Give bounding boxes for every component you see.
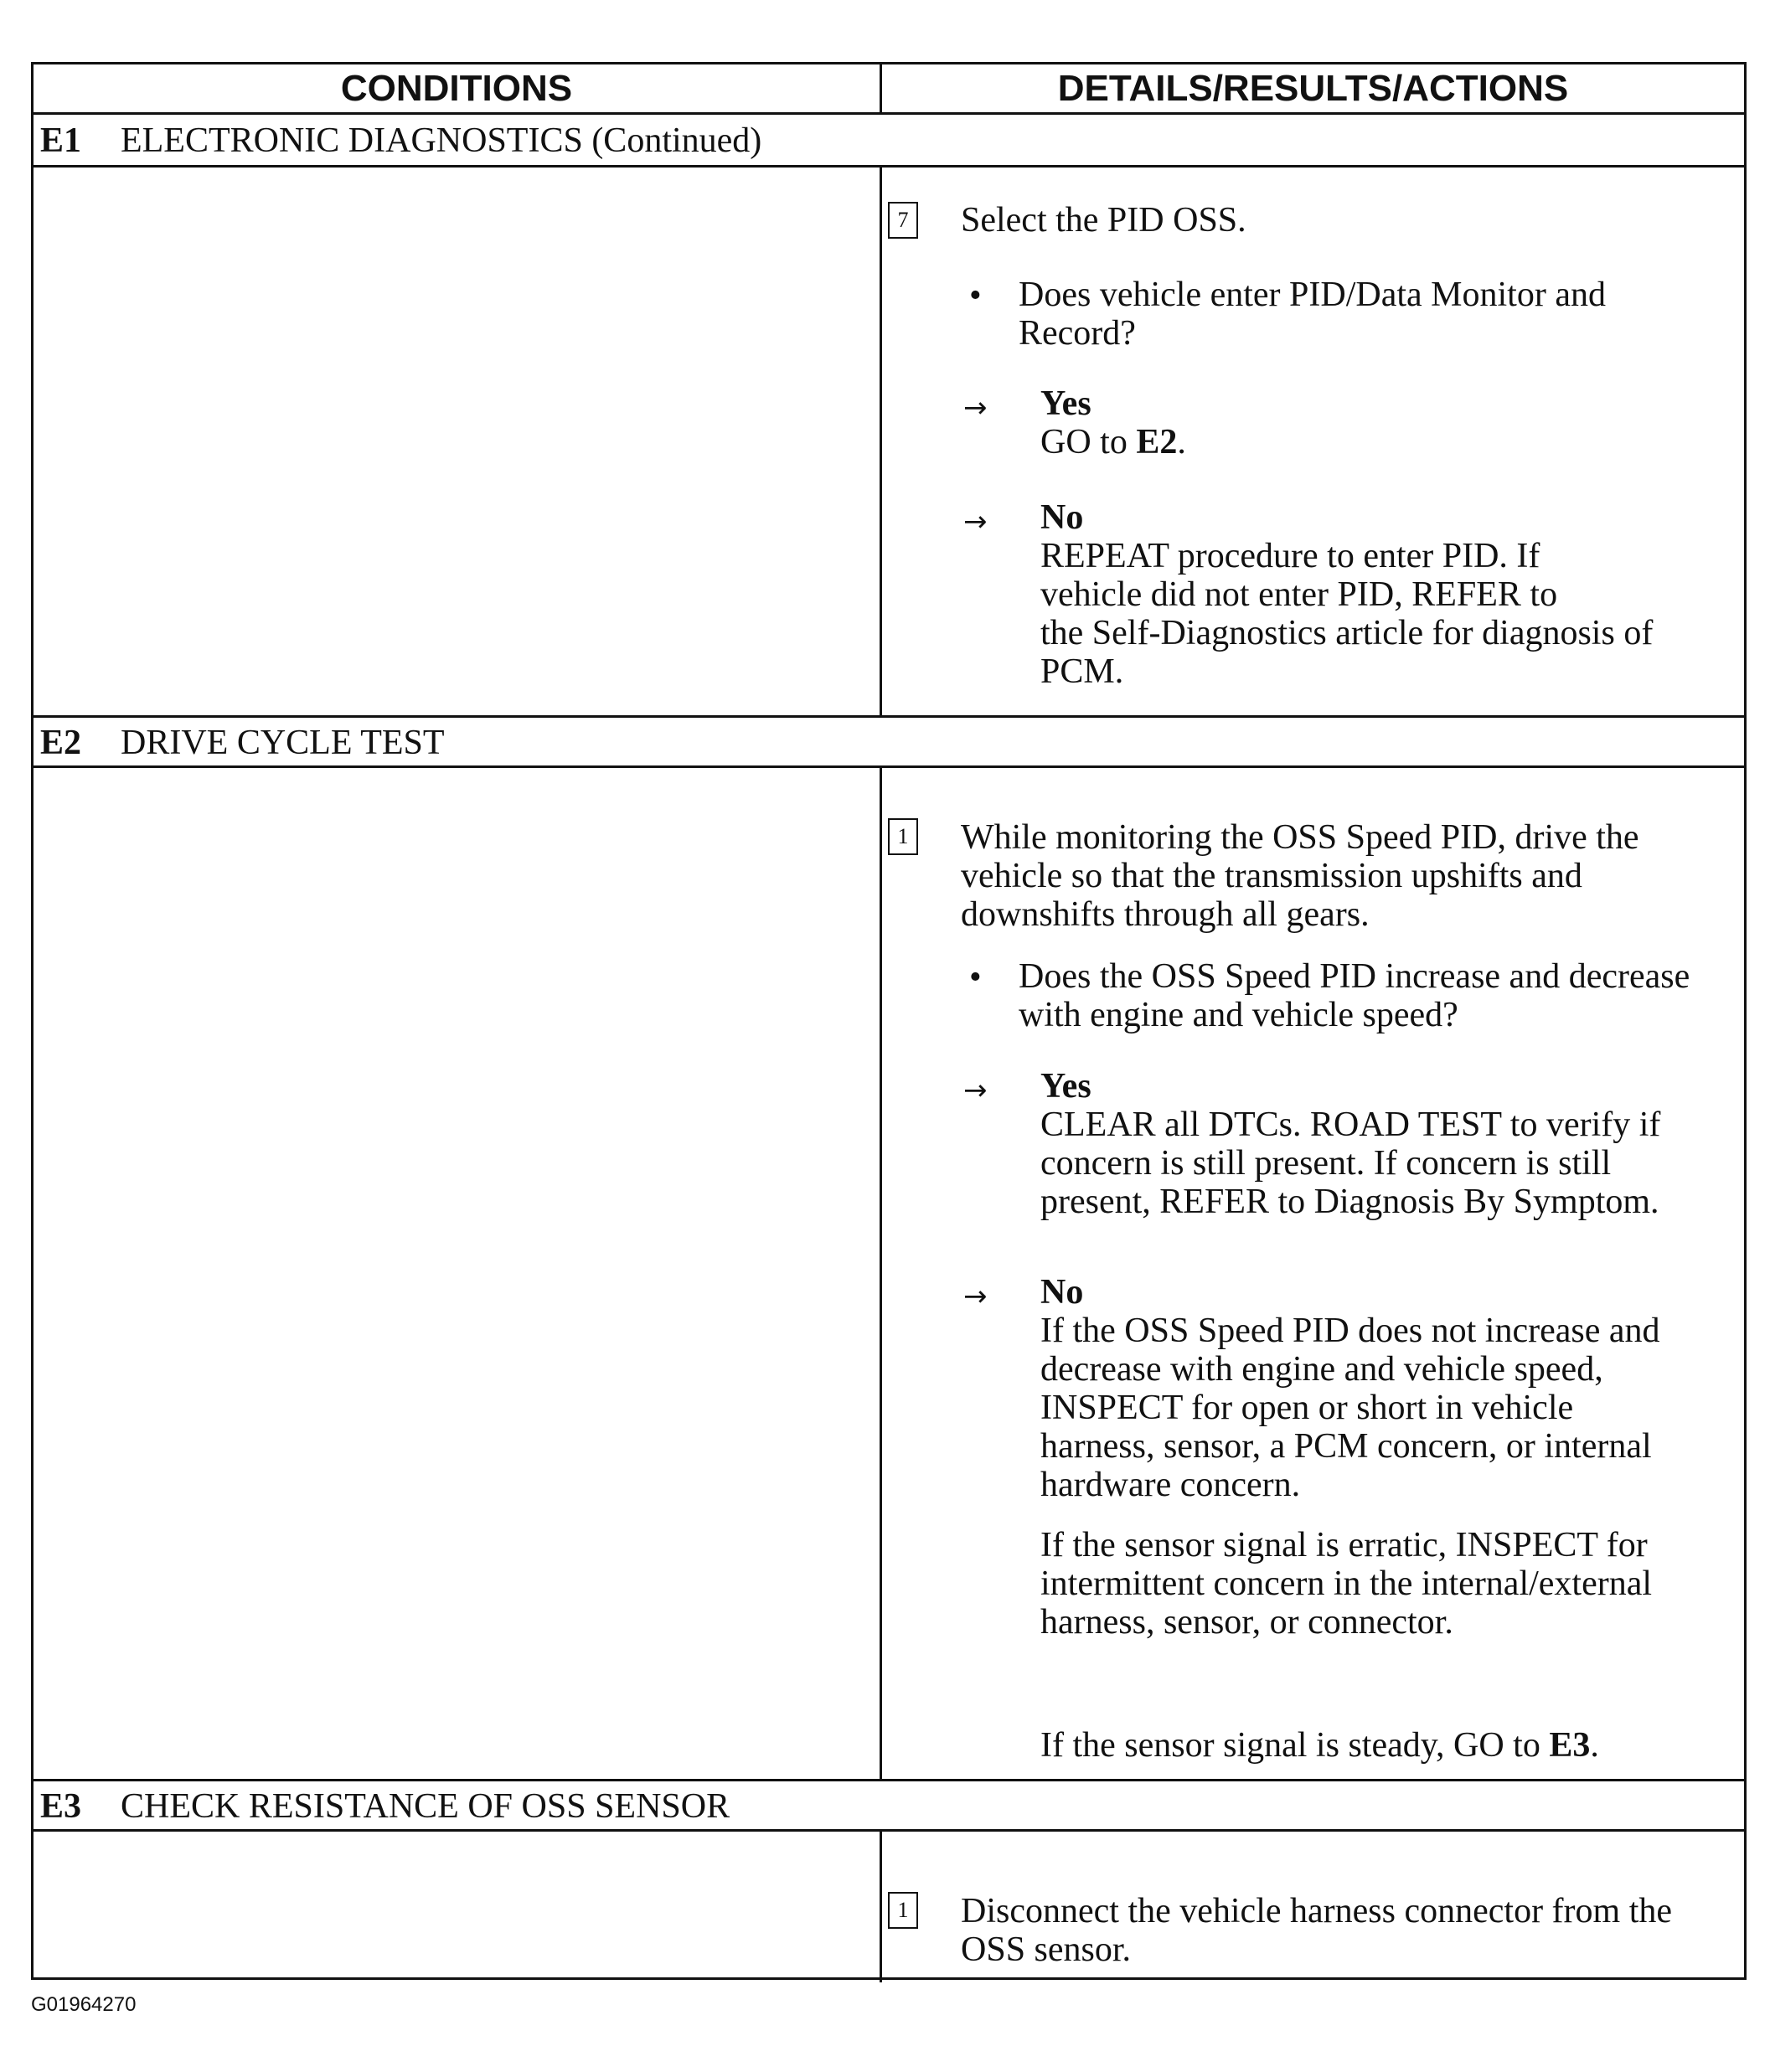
column-divider (880, 165, 882, 715)
section-code: E3 (40, 1787, 82, 1826)
section-row-e2 (34, 718, 1744, 768)
step-text: Disconnect the vehicle harness connector from the OSS sensor. (961, 1892, 1673, 1969)
conditions-header: CONDITIONS (340, 68, 573, 109)
steady-signal-text: If the sensor signal is steady, GO to E3. (1040, 1726, 1599, 1765)
no-answer: No If the OSS Speed PID does not increase and decrease with engine and vehicle speed, INSPECT for open or short in vehicle harness, sensor, a PCM concern, or internal hardware concern. (1040, 1273, 1660, 1504)
yes-answer: Yes CLEAR all DTCs. ROAD TEST to verify if concern is still present. If concern is still present, REFER to Diagnosis By Symptom. (1040, 1067, 1661, 1221)
details-header: DETAILS/RESULTS/ACTIONS (1057, 68, 1569, 109)
section-title: DRIVE CYCLE TEST (121, 724, 445, 762)
table-header (34, 64, 1744, 115)
column-divider (880, 1832, 882, 1982)
question-text: Does vehicle enter PID/Data Monitor and Record? (1019, 276, 1606, 353)
step-number-box: 1 (888, 1892, 918, 1929)
arrow-right-icon: → (963, 1074, 988, 1107)
bullet-icon: • (969, 276, 982, 315)
arrow-right-icon: → (963, 505, 988, 539)
erratic-signal-text: If the sensor signal is erratic, INSPECT for intermittent concern in the internal/external harness, sensor, or connector. (1040, 1526, 1653, 1642)
section-code: E2 (40, 724, 82, 762)
yes-answer: Yes GO to E2. (1040, 384, 1186, 461)
step-text: Select the PID OSS. (961, 201, 1246, 240)
section-code: E1 (40, 121, 82, 160)
column-divider (880, 64, 882, 115)
section-row-e1 (34, 115, 1744, 168)
arrow-right-icon: → (963, 391, 988, 425)
column-divider (880, 768, 882, 1780)
figure-code: G01964270 (31, 1993, 137, 2016)
bullet-icon: • (969, 958, 982, 997)
step-number-box: 1 (888, 818, 918, 855)
no-answer: No REPEAT procedure to enter PID. If vehicle did not enter PID, REFER to the Self-Diagnostics article for diagnosis of PCM. (1040, 498, 1654, 691)
step-text: While monitoring the OSS Speed PID, drive the vehicle so that the transmission upshifts and downshifts through all gears. (961, 818, 1639, 934)
arrow-right-icon: → (963, 1280, 988, 1313)
step-number-box: 7 (888, 202, 918, 239)
section-title: CHECK RESISTANCE OF OSS SENSOR (121, 1787, 730, 1826)
diagnostic-table (31, 62, 1747, 1980)
question-text: Does the OSS Speed PID increase and decrease with engine and vehicle speed? (1019, 957, 1690, 1034)
section-row-e3 (34, 1781, 1744, 1832)
section-title: ELECTRONIC DIAGNOSTICS (Continued) (121, 121, 762, 160)
